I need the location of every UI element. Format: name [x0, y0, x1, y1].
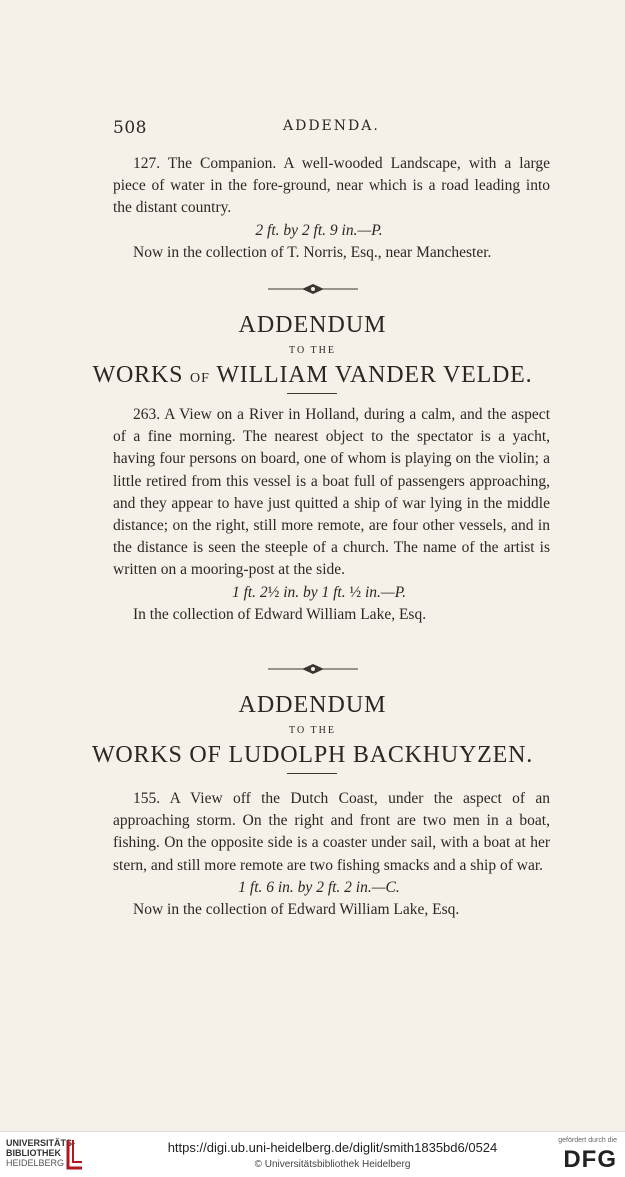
dfg-logo: DFG	[563, 1146, 617, 1173]
ornament-divider-1	[0, 280, 625, 299]
addendum-title: ADDENDUM	[238, 692, 387, 718]
entry-155-text: 155. A View off the Dutch Coast, under the aspect of an approaching storm. On the right and front are two men in a boat, fishing. On the opposite side is a coaster under sail, with a boat at her stern, and still more remote are two fishing smacks and a ship of war.	[113, 790, 550, 874]
ornament-icon	[268, 663, 358, 675]
footer-bar	[0, 1131, 625, 1177]
entry-127-collection: Now in the collection of T. Norris, Esq., near Manchester.	[133, 243, 492, 261]
artist-name: WILLIAM VANDER VELDE.	[216, 362, 533, 388]
heading-rule-2	[287, 773, 337, 774]
of-word: OF	[190, 371, 210, 386]
to-the-label: TO THE	[289, 725, 336, 736]
entry-155	[113, 788, 550, 921]
entry-263-dimensions: 1 ft. 2½ in. by 1 ft. ½ in.—P.	[231, 583, 407, 601]
works-title: WORKS OF LUDOLPH BACKHUYZEN.	[91, 742, 534, 768]
entry-263-collection: In the collection of Edward William Lake, Esq.	[133, 605, 427, 623]
to-the-label: TO THE	[289, 345, 336, 356]
entry-263-text: 263. A View on a River in Holland, during a calm, and the aspect of a fine morning. The nearest object to the spectator is a yacht, having four persons on board, one of whom is playing on the violin; a little retired from this vessel is a boat full of passengers approaching, and they appear to have just quitted a ship of war lying in the middle distance; on the right, still more remote, are four other vessels, and in the distance is seen the steeple of a church. The name of the artist is written on a mooring-post at the side.	[113, 406, 550, 579]
entry-127-dimensions: 2 ft. by 2 ft. 9 in.—P.	[255, 221, 383, 239]
works-word: WORKS	[92, 362, 184, 388]
heading-rule-1	[287, 393, 337, 394]
ornament-icon	[268, 283, 358, 295]
works-title	[0, 362, 625, 389]
citation-link[interactable]: https://digi.ub.uni-heidelberg.de/diglit/smith1835bd6/0524	[167, 1140, 498, 1155]
funding-note: gefördert durch die	[558, 1137, 617, 1144]
section-heading-vander-velde	[0, 312, 625, 389]
entry-263	[113, 404, 550, 626]
ornament-divider-2	[0, 660, 625, 679]
entry-127	[113, 153, 550, 264]
section-heading-backhuyzen	[0, 692, 625, 769]
page-number: 508	[113, 118, 147, 138]
library-logo-text: UNIVERSITÄTS- BIBLIOTHEK HEIDELBERG	[6, 1138, 76, 1168]
entry-127-text: 127. The Companion. A well-wooded Landscape, with a large piece of water in the fore-ground, near which is a road leading into the distant country.	[113, 155, 550, 217]
addendum-title: ADDENDUM	[238, 312, 387, 338]
copyright-notice: © Universitätsbibliothek Heidelberg	[254, 1159, 411, 1170]
entry-155-dimensions: 1 ft. 6 in. by 2 ft. 2 in.—C.	[238, 878, 400, 896]
running-title: ADDENDA.	[283, 118, 380, 134]
entry-155-collection: Now in the collection of Edward William Lake, Esq.	[133, 901, 460, 919]
